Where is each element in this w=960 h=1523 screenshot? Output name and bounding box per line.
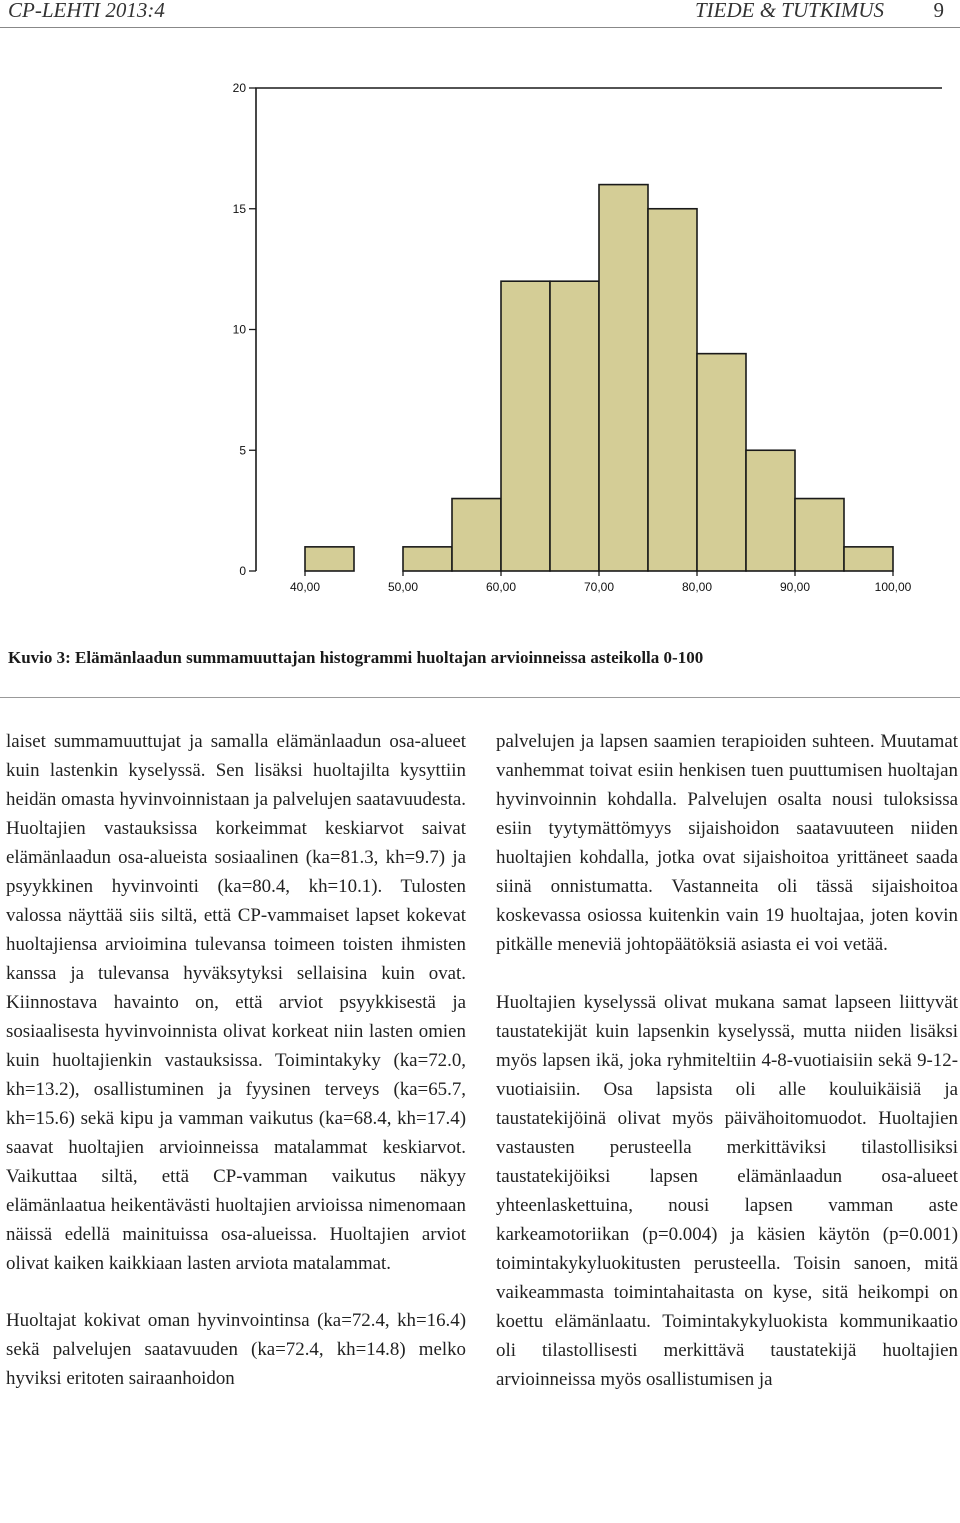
histogram-bar-4 <box>452 499 501 571</box>
histogram-bar-12 <box>844 547 893 571</box>
histogram-bar-7 <box>599 185 648 571</box>
journal-title: CP-LEHTI 2013:4 <box>8 0 165 22</box>
left-column <box>6 727 466 1393</box>
histogram-bar-8 <box>648 209 697 571</box>
x-tick-label: 50,00 <box>387 580 419 594</box>
right-paragraph-2: Huoltajien kyselyssä olivat mukana samat lapseen liittyvät taustatekijät kuin lapsenkin kyselyssä, mutta niiden lisäksi myös lapsen ikä, joka ryhmiteltiin 4-8-vuotiaisiin sekä 9-12-vuotiaisiin. Osa lapsista oli alle kouluikäisiä ja taustatekijöinä olivat myös päivähoitomuodot. Huoltajien vastausten perusteella merkittäviksi tilastollisiksi taustatekijöiksi lapsen elämänlaadun osa-alueet yhteenlaskettuina, nousi lapsen vamman aste karkeamotoriikan (p=0.004) ja käsien käytön (p=0.001) toimintakykyluokitusten perusteella. Toisin sanoen, mitä vaikeammasta toimintahaitasta on kyse, sitä heikompi on koettu elämänlaatu. Toimintakykyluokista kommunikaatio oli tilastollisesti merkittävä taustatekijä huoltajien arvioinneissa myös osallistumisen ja <box>496 992 958 1390</box>
header-rule <box>0 27 960 28</box>
page-number: 9 <box>933 0 944 22</box>
section-title: TIEDE & TUTKIMUS <box>694 0 884 22</box>
histogram-bar-10 <box>746 450 795 571</box>
caption-divider <box>0 697 960 698</box>
x-tick-label: 80,00 <box>681 580 713 594</box>
histogram-bar-6 <box>550 281 599 571</box>
histogram-bar-1 <box>305 547 354 571</box>
y-tick-label: 10 <box>232 322 246 337</box>
histogram-bar-11 <box>795 499 844 571</box>
figure-caption: Kuvio 3: Elämänlaadun summamuuttajan histogrammi huoltajan arvioinneissa asteikolla 0-100 <box>8 648 704 667</box>
x-tick-label: 40,00 <box>289 580 321 594</box>
y-tick-label: 15 <box>232 201 246 216</box>
left-paragraph-1: laiset summamuuttujat ja samalla elämänlaadun osa-alueet kuin lastenkin kyselyssä. Sen lisäksi huoltajilta kysyttiin heidän omasta hyvinvoinnistaan ja palvelujen saatavuudesta. Huoltajien vastauksissa korkeimmat keskiarvot saivat elämänlaadun osa-alueista sosiaalinen (ka=81.3, kh=9.7) ja psyykkinen hyvinvointi (ka=80.4, kh=10.1). Tulosten valossa näyttää siis siltä, että CP-vammaiset lapset kokevat huoltajiensa arvioimina tulevansa toimeen toisten ihmisten kanssa ja tulevansa hyväksytyksi sellaisina kuin ovat. Kiinnostava havainto on, että arviot psyykkisestä ja sosiaalisesta hyvinvoinnista olivat korkeat niin lasten omien kuin huoltajienkin vastauksissa. Toimintakyky (ka=72.0, kh=13.2), osallistuminen ja fyysinen terveys (ka=65.7, kh=15.6) sekä kipu ja vamman vaikutus (ka=68.4, kh=17.4) saavat huoltajien arvioinneissa matalammat keskiarvot. Vaikuttaa siltä, että CP-vamman vaikutus näkyy elämänlaatua heikentävästi huoltajien arvioissa nimenomaan näissä edellä mainituissa osa-alueissa. Huoltajien arviot olivat kaiken kaikkiaan lasten arviota matalammat. <box>6 731 466 1274</box>
left-paragraph-2: Huoltajat kokivat oman hyvinvointinsa (ka=72.4, kh=16.4) sekä palvelujen saatavuuden (ka=72.4, kh=14.8) melko hyviksi eritoten sairaanhoidon <box>6 1310 466 1389</box>
histogram-chart <box>0 40 960 620</box>
y-tick-label: 0 <box>239 564 246 578</box>
right-column <box>496 727 958 1394</box>
histogram-bar-9 <box>697 354 746 571</box>
x-tick-label: 60,00 <box>485 580 517 594</box>
histogram-bar-5 <box>501 281 550 571</box>
x-tick-label: 100,00 <box>874 580 912 594</box>
x-tick-label: 90,00 <box>779 580 811 594</box>
y-tick-label: 5 <box>239 443 246 458</box>
page-header <box>0 0 960 26</box>
histogram-bar-3 <box>403 547 452 571</box>
right-paragraph-1: palvelujen ja lapsen saamien terapioiden suhteen. Muutamat vanhemmat toivat esiin henkisen tuen puuttumisen huoltajan hyvinvoinnin kohdalla. Palvelujen osalta nousi tuloksissa esiin tyytymättömyys sijaishoidon saatavuuteen niiden huoltajien kohdalla, jotka ovat sijaishoitoa yrittäneet saada siinä onnistumatta. Vastanneita oli tässä sijaishoitoa koskevassa osiossa kuitenkin vain 19 huoltajaa, joten kovin pitkälle meneviä johtopäätöksiä asiasta ei voi vetää. <box>496 731 958 955</box>
x-tick-label: 70,00 <box>583 580 615 594</box>
y-tick-label: 20 <box>232 81 246 95</box>
